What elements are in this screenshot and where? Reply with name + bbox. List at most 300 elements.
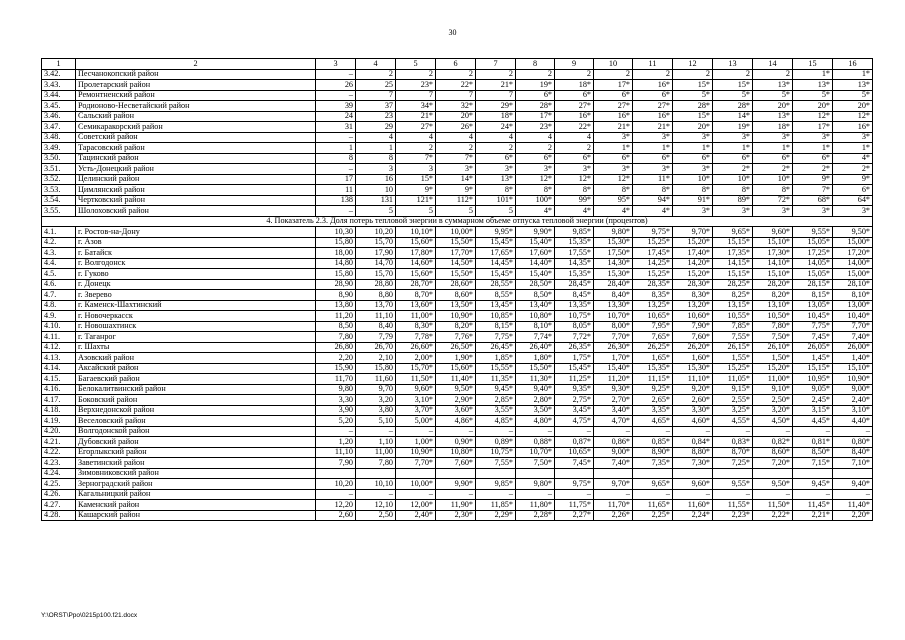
row-value: 14,50*: [436, 258, 476, 269]
row-name: Волгодонской район: [76, 426, 316, 437]
row-value: 15,15*: [713, 269, 753, 280]
row-value: 9,00*: [594, 447, 633, 458]
row-value: –: [316, 132, 356, 143]
row-value: 11,00*: [396, 311, 436, 322]
row-value: 15,45*: [476, 237, 516, 248]
row-value: 3,15*: [793, 405, 833, 416]
row-value: 5*: [673, 90, 713, 101]
row-value: 2,20: [316, 353, 356, 364]
row-name: г. Таганрог: [76, 332, 316, 343]
row-value: 28,70*: [396, 279, 436, 290]
row-value: 5*: [713, 90, 753, 101]
row-value: 26,50*: [436, 342, 476, 353]
row-value: 9,50*: [753, 479, 793, 490]
row-value: 10*: [753, 174, 793, 185]
row-value: 5,00*: [396, 416, 436, 427]
row-value: 11,15*: [633, 374, 673, 385]
row-value: 15,10*: [833, 363, 873, 374]
row-name: Азовский район: [76, 353, 316, 364]
row-value: 12*: [516, 174, 555, 185]
row-value: 29*: [476, 101, 516, 112]
table-row: [42, 468, 873, 479]
row-value: 9,80*: [516, 479, 555, 490]
row-value: 10,60*: [673, 311, 713, 322]
row-value: 9,60*: [396, 384, 436, 395]
row-value: 3,45*: [555, 405, 594, 416]
row-value: 4*: [633, 206, 673, 217]
row-value: 12*: [594, 174, 633, 185]
row-value: 9,40*: [833, 479, 873, 490]
row-name: Чертковский район: [76, 195, 316, 206]
row-value: 8,50*: [793, 447, 833, 458]
row-number: 3.54.: [42, 195, 76, 206]
row-value: 7,70*: [396, 458, 436, 469]
row-value: 21*: [594, 122, 633, 133]
row-value: 2,50*: [753, 395, 793, 406]
row-value: 2: [516, 143, 555, 154]
row-value: 1,10: [356, 437, 396, 448]
row-value: 1,85*: [476, 353, 516, 364]
row-value: 9,30*: [594, 384, 633, 395]
row-value: 7,60*: [436, 458, 476, 469]
row-value: 3*: [436, 164, 476, 175]
row-value: 8*: [594, 185, 633, 196]
row-value: 13,45*: [476, 300, 516, 311]
row-value: 1,75*: [555, 353, 594, 364]
row-value: 7,76*: [436, 332, 476, 343]
row-value: [793, 468, 833, 479]
row-value: 11,20: [316, 311, 356, 322]
row-value: 13*: [476, 174, 516, 185]
row-value: 8*: [753, 185, 793, 196]
row-value: [633, 468, 673, 479]
row-value: 11,80*: [516, 500, 555, 511]
row-value: 26,80: [316, 342, 356, 353]
row-value: 17,80*: [396, 248, 436, 259]
row-name: Пролетарский район: [76, 80, 316, 91]
row-value: 15,80: [316, 237, 356, 248]
row-value: 8,25*: [713, 290, 753, 301]
row-value: 3,55*: [476, 405, 516, 416]
row-value: 4: [516, 132, 555, 143]
row-value: –: [555, 489, 594, 500]
row-value: 17,50*: [594, 248, 633, 259]
row-value: –: [516, 489, 555, 500]
row-value: 8,05*: [555, 321, 594, 332]
row-name: г. Каменск-Шахтинский: [76, 300, 316, 311]
row-value: 9*: [396, 185, 436, 196]
row-value: 17,20*: [833, 248, 873, 259]
row-value: 7,50*: [753, 332, 793, 343]
row-value: 2,30*: [436, 510, 476, 521]
row-value: 7,72*: [555, 332, 594, 343]
row-name: Верхнедонской район: [76, 405, 316, 416]
row-value: 11,50*: [753, 500, 793, 511]
row-value: 7,85*: [713, 321, 753, 332]
row-number: 3.49.: [42, 143, 76, 154]
row-value: 4*: [833, 153, 873, 164]
row-value: 17*: [594, 80, 633, 91]
row-value: 7: [436, 90, 476, 101]
row-value: 8,50*: [516, 290, 555, 301]
row-value: 13*: [833, 80, 873, 91]
row-value: 10,00*: [396, 479, 436, 490]
row-value: 9*: [833, 174, 873, 185]
row-name: г. Гуково: [76, 269, 316, 280]
row-number: 4.28.: [42, 510, 76, 521]
row-value: 3*: [793, 206, 833, 217]
row-value: 11,10: [316, 447, 356, 458]
row-value: [753, 468, 793, 479]
row-value: 32*: [436, 101, 476, 112]
row-value: 4,50*: [753, 416, 793, 427]
row-value: 7*: [396, 153, 436, 164]
table-row: [42, 458, 873, 469]
table-row: [42, 353, 873, 364]
row-value: 4,60*: [673, 416, 713, 427]
row-value: 7,60*: [673, 332, 713, 343]
row-value: 13*: [753, 111, 793, 122]
row-value: 8,45*: [555, 290, 594, 301]
row-value: 101*: [476, 195, 516, 206]
row-value: 14,25*: [633, 258, 673, 269]
row-value: –: [793, 489, 833, 500]
row-value: 15,10*: [753, 237, 793, 248]
row-value: 15*: [713, 80, 753, 91]
row-number: 4.16.: [42, 384, 76, 395]
row-number: 4.14.: [42, 363, 76, 374]
footer-file-path: Y:\ORST\Ppo\0215p100.f21.docx: [41, 612, 138, 619]
row-value: 9,20*: [673, 384, 713, 395]
row-value: [673, 468, 713, 479]
row-value: 2: [555, 69, 594, 80]
row-value: 27*: [396, 122, 436, 133]
row-value: 95*: [594, 195, 633, 206]
row-value: 17,35*: [713, 248, 753, 259]
row-value: 7,80: [356, 458, 396, 469]
row-value: 0,80*: [833, 437, 873, 448]
row-name: Белокалитвинский район: [76, 384, 316, 395]
row-value: 7*: [793, 185, 833, 196]
row-value: 1: [356, 143, 396, 154]
row-value: 4: [396, 132, 436, 143]
row-value: 8,00*: [594, 321, 633, 332]
row-value: 4: [356, 132, 396, 143]
row-value: 26,10*: [753, 342, 793, 353]
table-row: [42, 80, 873, 91]
row-value: 3,10*: [396, 395, 436, 406]
row-value: 28,15*: [793, 279, 833, 290]
table-row: [42, 227, 873, 238]
row-value: 4*: [555, 206, 594, 217]
row-value: 15,35*: [555, 237, 594, 248]
row-value: 4*: [594, 206, 633, 217]
row-value: 26,35*: [555, 342, 594, 353]
row-value: 9,65*: [713, 227, 753, 238]
row-value: 4: [436, 132, 476, 143]
row-value: 28,35*: [633, 279, 673, 290]
row-value: 3*: [673, 206, 713, 217]
row-value: 2,60: [316, 510, 356, 521]
row-value: 3,70*: [396, 405, 436, 416]
row-value: [713, 468, 753, 479]
row-value: 3*: [833, 132, 873, 143]
row-value: 17*: [516, 111, 555, 122]
row-value: 3: [396, 164, 436, 175]
row-value: [555, 468, 594, 479]
row-value: 15,20*: [673, 237, 713, 248]
row-value: 11,10: [356, 311, 396, 322]
row-value: 28,50*: [516, 279, 555, 290]
row-value: 1*: [793, 69, 833, 80]
row-value: 5: [436, 206, 476, 217]
column-number: 7: [476, 59, 516, 70]
row-value: 27*: [633, 101, 673, 112]
row-value: 3*: [713, 132, 753, 143]
row-value: 4,85*: [476, 416, 516, 427]
row-value: 2,27*: [555, 510, 594, 521]
row-value: –: [833, 489, 873, 500]
row-value: 13,50*: [436, 300, 476, 311]
row-name: Аксайский район: [76, 363, 316, 374]
row-value: 24: [316, 111, 356, 122]
table-row: [42, 153, 873, 164]
row-name: Каменский район: [76, 500, 316, 511]
row-value: 2,50: [356, 510, 396, 521]
row-value: –: [713, 489, 753, 500]
row-value: 2,65*: [633, 395, 673, 406]
row-name: Семикаракорский район: [76, 122, 316, 133]
table-row: [42, 363, 873, 374]
row-name: Заветинский район: [76, 458, 316, 469]
row-value: 68*: [793, 195, 833, 206]
row-value: –: [516, 426, 555, 437]
row-value: 9*: [436, 185, 476, 196]
row-value: 28,20*: [753, 279, 793, 290]
row-value: 6*: [555, 90, 594, 101]
row-value: 15,80: [356, 363, 396, 374]
row-value: 131: [356, 195, 396, 206]
row-value: 9,90*: [436, 479, 476, 490]
row-value: 7,78*: [396, 332, 436, 343]
row-value: 14*: [713, 111, 753, 122]
row-name: Ремонтненский район: [76, 90, 316, 101]
table-row: [42, 206, 873, 217]
row-value: 11,00*: [753, 374, 793, 385]
row-value: –: [833, 426, 873, 437]
row-value: –: [555, 426, 594, 437]
row-value: 15,10*: [753, 269, 793, 280]
column-number: 4: [356, 59, 396, 70]
row-value: 3,90: [316, 405, 356, 416]
table-row: [42, 237, 873, 248]
row-value: 8,60*: [436, 290, 476, 301]
row-value: 15,70: [356, 237, 396, 248]
row-value: 15,70*: [396, 363, 436, 374]
row-name: Советский район: [76, 132, 316, 143]
row-value: 29: [356, 122, 396, 133]
row-value: 1*: [833, 69, 873, 80]
row-value: 14,10*: [753, 258, 793, 269]
row-value: 3*: [633, 164, 673, 175]
row-value: 5: [396, 206, 436, 217]
row-value: 89*: [713, 195, 753, 206]
row-value: 9,55*: [793, 227, 833, 238]
row-number: 3.52.: [42, 174, 76, 185]
row-value: 15,30*: [673, 363, 713, 374]
row-value: 3*: [833, 206, 873, 217]
row-value: 10,90*: [833, 374, 873, 385]
row-value: 2: [594, 69, 633, 80]
row-value: 2,40*: [396, 510, 436, 521]
row-value: 4,55*: [713, 416, 753, 427]
row-value: 2: [633, 69, 673, 80]
row-value: 28,60*: [436, 279, 476, 290]
row-value: 13,10*: [753, 300, 793, 311]
row-value: 7,35*: [633, 458, 673, 469]
row-value: 8,30*: [673, 290, 713, 301]
row-value: 15,00*: [833, 269, 873, 280]
row-number: 4.15.: [42, 374, 76, 385]
row-value: 15*: [673, 80, 713, 91]
row-value: 2,70*: [594, 395, 633, 406]
row-value: [594, 468, 633, 479]
row-name: Багаевский район: [76, 374, 316, 385]
row-value: 11*: [633, 174, 673, 185]
row-value: 26,25*: [633, 342, 673, 353]
row-value: 1,90*: [436, 353, 476, 364]
table-row: [42, 342, 873, 353]
row-value: 11,00: [356, 447, 396, 458]
row-value: 12*: [555, 174, 594, 185]
row-value: 2,75*: [555, 395, 594, 406]
row-value: 2: [673, 69, 713, 80]
row-value: –: [436, 489, 476, 500]
row-value: 9,25*: [633, 384, 673, 395]
row-value: 13,25*: [633, 300, 673, 311]
row-number: 4.24.: [42, 468, 76, 479]
row-number: 4.12.: [42, 342, 76, 353]
row-value: 14,20*: [673, 258, 713, 269]
row-value: 26,20*: [673, 342, 713, 353]
row-value: 4,40*: [833, 416, 873, 427]
row-value: 23*: [516, 122, 555, 133]
row-value: 2*: [713, 164, 753, 175]
row-value: 2,25*: [633, 510, 673, 521]
row-value: 7,70*: [833, 321, 873, 332]
row-name: Цимлянский район: [76, 185, 316, 196]
row-value: 2,45*: [793, 395, 833, 406]
row-value: 10,75*: [555, 311, 594, 322]
row-value: 11,05*: [713, 374, 753, 385]
row-value: 10,85*: [476, 311, 516, 322]
row-value: 3,30: [316, 395, 356, 406]
row-number: 4.3.: [42, 248, 76, 259]
row-value: [833, 468, 873, 479]
row-name: Кашарский район: [76, 510, 316, 521]
row-value: 8,40: [356, 321, 396, 332]
row-value: –: [356, 426, 396, 437]
row-value: 16*: [555, 111, 594, 122]
row-value: 11,40*: [833, 500, 873, 511]
row-value: 0,81*: [793, 437, 833, 448]
table-row: [42, 332, 873, 343]
table-row: [42, 437, 873, 448]
row-value: 0,86*: [594, 437, 633, 448]
row-value: 13,40*: [516, 300, 555, 311]
row-value: 13,70: [356, 300, 396, 311]
row-value: 11,25*: [555, 374, 594, 385]
row-value: 7,65*: [633, 332, 673, 343]
row-value: 9,70*: [594, 479, 633, 490]
row-value: 1*: [713, 143, 753, 154]
row-value: 8,40*: [594, 290, 633, 301]
row-value: 7: [396, 90, 436, 101]
row-value: 28,80: [356, 279, 396, 290]
row-value: 8,50: [316, 321, 356, 332]
row-value: 6*: [633, 90, 673, 101]
row-value: 9,75*: [555, 479, 594, 490]
row-value: 6*: [516, 153, 555, 164]
row-value: –: [633, 489, 673, 500]
row-value: 26,40*: [516, 342, 555, 353]
row-value: 9,85*: [476, 479, 516, 490]
column-number: 15: [793, 59, 833, 70]
row-name: Усть-Донецкий район: [76, 164, 316, 175]
table-row: [42, 290, 873, 301]
row-value: 14,45*: [476, 258, 516, 269]
row-value: 16*: [633, 111, 673, 122]
row-value: 20*: [753, 101, 793, 112]
row-name: г. Новочеркасск: [76, 311, 316, 322]
row-value: 2: [436, 143, 476, 154]
table-row: [42, 510, 873, 521]
row-value: 9,70: [356, 384, 396, 395]
row-value: 11,35*: [476, 374, 516, 385]
row-value: 13,15*: [713, 300, 753, 311]
row-value: 7,10*: [833, 458, 873, 469]
row-name: Песчанокопский район: [76, 69, 316, 80]
row-number: 3.42.: [42, 69, 76, 80]
row-value: 15,30*: [594, 237, 633, 248]
row-value: 7: [356, 90, 396, 101]
row-value: 28,45*: [555, 279, 594, 290]
row-value: 9,50*: [833, 227, 873, 238]
table-row: [42, 374, 873, 385]
row-value: 15,25*: [713, 363, 753, 374]
row-name: г. Зверево: [76, 290, 316, 301]
column-number: 3: [316, 59, 356, 70]
row-value: 6*: [516, 90, 555, 101]
row-value: 16: [356, 174, 396, 185]
row-value: 11,50*: [396, 374, 436, 385]
row-value: 0,84*: [673, 437, 713, 448]
row-name: Дубовский район: [76, 437, 316, 448]
row-value: 8,60*: [753, 447, 793, 458]
row-number: 4.6.: [42, 279, 76, 290]
row-value: 1,55*: [713, 353, 753, 364]
row-value: 5: [476, 206, 516, 217]
row-value: 20*: [833, 101, 873, 112]
indicators-table: [41, 58, 873, 521]
row-number: 4.5.: [42, 269, 76, 280]
row-value: 15,25*: [633, 269, 673, 280]
row-value: 11,70: [316, 374, 356, 385]
row-value: 10,80*: [516, 311, 555, 322]
row-name: Тарасовский район: [76, 143, 316, 154]
row-value: 9,05*: [793, 384, 833, 395]
column-number: 12: [673, 59, 713, 70]
